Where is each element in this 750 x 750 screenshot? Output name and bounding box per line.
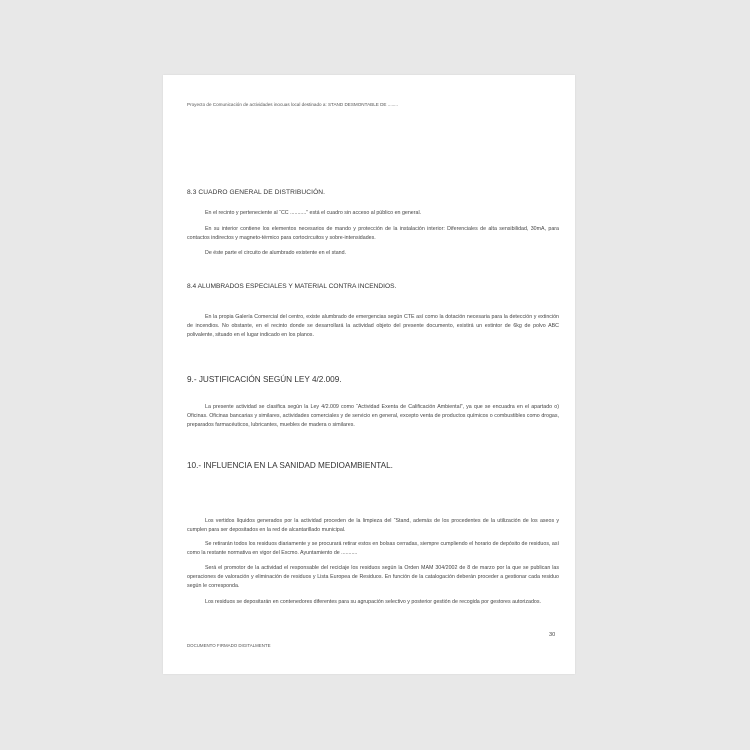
section-8-4-paragraph-1: En la propia Galería Comercial del centro, existe alumbrado de emergencias según CTE así como la dotación necesaria para la detección y extinción de incendios. No obstante, en el recinto donde se desarrollará la actividad objeto del presente documento, existirá un extintor de 6kg de polvo ABC polivalente, situado en el lugar indicado en los planos. xyxy=(187,314,559,338)
page-footer: DOCUMENTO FIRMADO DIGITALMENTE xyxy=(187,643,271,648)
page-number: 30 xyxy=(549,632,556,638)
section-9-title: 9.- JUSTIFICACIÓN SEGÚN LEY 4/2.009. xyxy=(187,375,342,384)
section-10-paragraph-3: Será el promotor de la actividad el responsable del reciclaje los residuos según la Orden MAM 304/2002 de 8 de marzo por la que se publican las operaciones de valoración y eliminación de residuos y Lista Europea de Residuos. En función de la catalogación deberán proceder a gestionar cada residuo según le corresponda. xyxy=(187,565,559,589)
section-10-paragraph-1: Los vertidos líquidos generados por la actividad proceden de la limpieza del “Stand, además de los procedentes de la utilización de los aseos y cumplen para ser depositados en la red de alcantarillado municipal. xyxy=(187,518,559,533)
document-page xyxy=(163,75,575,674)
page-header: Proyecto de Comunicación de actividades inocuas local destinado a: STAND DESMONTABLE DE ........ xyxy=(187,102,398,107)
section-10-paragraph-2: Se retirarán todos los residuos diariamente y se procurará retirar estos en bolsas cerradas, siempre cumpliendo el horario de depósito de residuos, así como la restante normativa en vigor del Excmo. Ayuntamiento de ........... xyxy=(187,541,559,556)
section-9-paragraph-1: La presente actividad se clasifica según la Ley 4/2.009 como “Actividad Exenta de Calificación Ambiental”, ya que se encuadra en el apartado o) Oficinas. Oficinas bancarias y similares, actividades comerciales y de servicio en general, excepto venta de productos químicos o combustibles como drogas, preparados farmacéuticos, lubricantes, muebles de madera o similares. xyxy=(187,404,559,428)
section-8-4-title: 8.4 ALUMBRADOS ESPECIALES Y MATERIAL CONTRA INCENDIOS. xyxy=(187,283,397,290)
section-10-title: 10.- INFLUENCIA EN LA SANIDAD MEDIOAMBIENTAL. xyxy=(187,461,393,470)
section-8-3-title: 8.3 CUADRO GENERAL DE DISTRIBUCIÓN. xyxy=(187,189,326,196)
section-10-paragraph-4: Los residuos se depositarán en contenedores diferentes para su agrupación selectivo y posterior gestión de recogida por gestores autorizados. xyxy=(205,599,541,605)
section-8-3-paragraph-2: En su interior contiene los elementos necesarios de mando y protección de la instalación interior: Diferenciales de alta sensibilidad, 30mA, para contactos indirectos y magneto-térmico para cortocircuitos y sobre-intensidades. xyxy=(187,226,559,241)
section-8-3-paragraph-3: De éste parte el circuito de alumbrado existente en el stand. xyxy=(205,250,347,256)
section-8-3-paragraph-1: En el recinto y perteneciente al “CC ...........” está el cuadro sin acceso al público en general. xyxy=(205,210,422,216)
